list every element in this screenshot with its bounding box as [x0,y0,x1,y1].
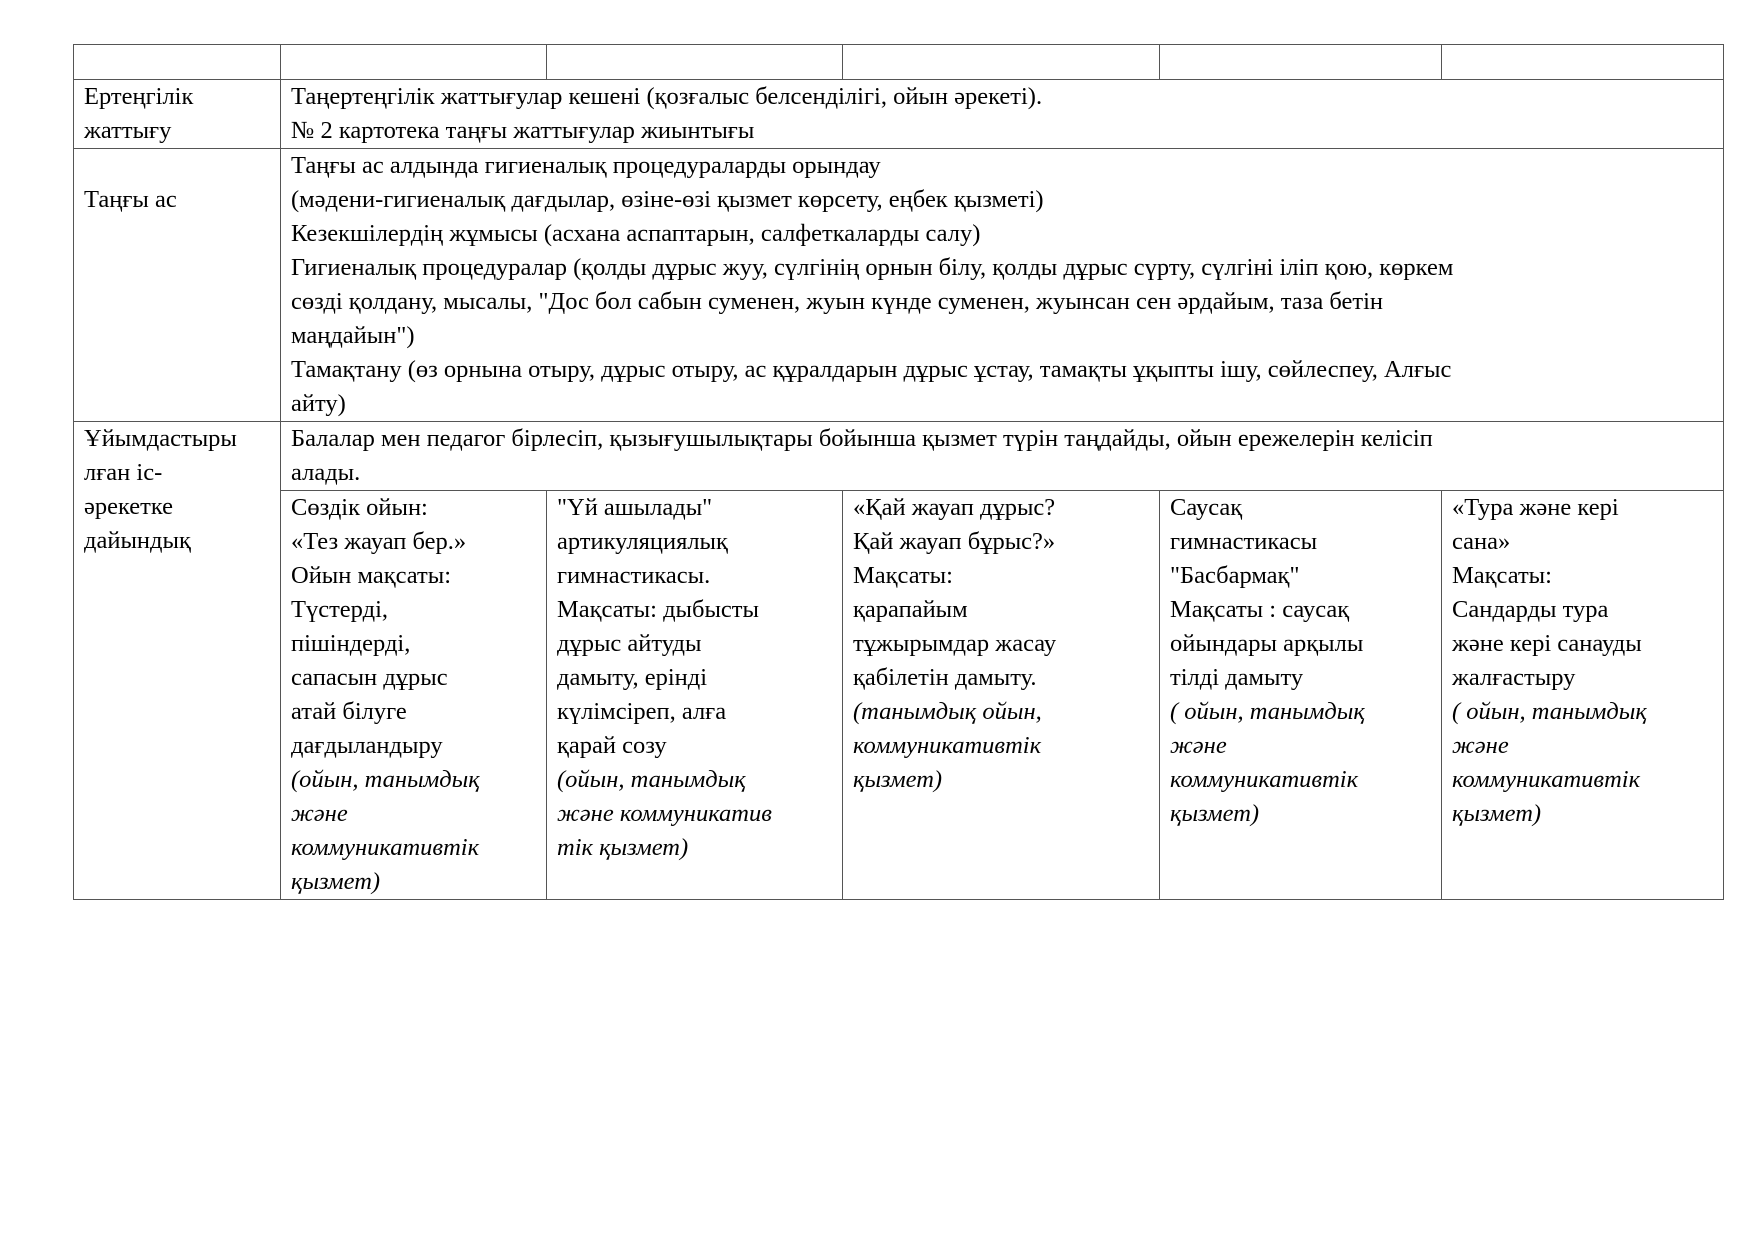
day-line: Мақсаты: [1452,562,1552,589]
day-line: "Үй ашылады" [557,494,713,521]
day-line: гимнастикасы. [557,562,711,589]
day-note-line: қызмет) [1170,800,1260,827]
day-note-line: коммуникативтік [291,834,480,861]
day-line: артикуляциялық [557,528,728,555]
day-line: Сөздік ойын: [291,494,428,521]
day-line: сапасын дұрыс [291,664,448,691]
content-line: маңдайын") [291,322,415,349]
day-note-line: қызмет) [291,868,381,895]
day-line: Мақсаты: дыбысты [557,596,759,623]
empty-cell [843,45,1160,80]
label-line: Таңғы ас [84,186,177,213]
day-line: "Басбармақ" [1170,562,1300,589]
content-line: Таңғы ас алдында гигиеналық процедураларды орындау [291,152,881,179]
day-line: жалғастыру [1452,664,1576,691]
day-line: Ойын мақсаты: [291,562,452,589]
day-line: қарай созу [557,732,667,759]
content-line: Балалар мен педагог бірлесіп, қызығушылықтары бойынша қызмет түрін таңдайды, ойын ережелерін келісіп [291,425,1433,452]
empty-cell [1160,45,1442,80]
content-line: Таңертеңгілік жаттығулар кешені (қозғалыс белсенділігі, ойын әрекеті). [291,83,1043,110]
day-note-line: ( ойын, танымдық [1170,698,1365,725]
label-line: жаттығу [84,117,172,144]
empty-cell [281,45,547,80]
morning-exercise-content [281,80,1724,149]
day-line: пішіндерді, [291,630,411,657]
label-line: Ертеңгілік [84,83,194,110]
day-line: «Тез жауап бер.» [291,528,467,555]
day-line: Сандарды тура [1452,596,1609,623]
day-line: гимнастикасы [1170,528,1318,555]
day-line: тұжырымдар жасау [853,630,1057,657]
day-cell-4 [1160,491,1442,900]
empty-cell [547,45,843,80]
day-note-line: және [1452,732,1509,759]
day-line: қарапайым [853,596,968,623]
header-row-empty [74,45,1724,80]
day-line: Мақсаты: [853,562,953,589]
content-line: сөзді қолдану, мысалы, "Дос бол сабын суменен, жуын күнде суменен, жуынсан сен әрдайым, таза бетін [291,288,1383,315]
day-line: сана» [1452,528,1511,555]
content-line: Гигиеналық процедуралар (қолды дұрыс жуу, сүлгінің орнын білу, қолды дұрыс сүрту, сүлгіні іліп қою, көркем [291,254,1454,281]
day-note-line: ( ойын, танымдық [1452,698,1647,725]
day-note-line: (ойын, танымдық [557,766,746,793]
day-line: Қай жауап бұрыс?» [853,528,1056,555]
day-note-line: қызмет) [853,766,943,793]
label-line: лған іс- [84,459,163,486]
empty-cell [74,45,281,80]
day-note-line: коммуникативтік [853,732,1042,759]
day-line: «Тура және кері [1452,494,1619,521]
day-note-line: және [1170,732,1227,759]
day-line: атай білуге [291,698,407,725]
day-line: күлімсіреп, алға [557,698,727,725]
day-note-line: қызмет) [1452,800,1542,827]
day-note-line: (ойын, танымдық [291,766,480,793]
row-preparation-days [74,491,1724,900]
day-line: және кері санауды [1452,630,1642,657]
day-cell-5 [1442,491,1724,900]
breakfast-content [281,149,1724,422]
content-line: (мәдени-гигиеналық дағдылар, өзіне-өзі қызмет көрсету, еңбек қызметі) [291,186,1044,213]
day-cell-3 [843,491,1160,900]
row-label-preparation [74,422,281,900]
schedule-table [73,44,1724,900]
row-breakfast [74,149,1724,422]
day-line: тілді дамыту [1170,664,1304,691]
label-line: әрекетке [84,493,174,520]
content-line: № 2 картотека таңғы жаттығулар жиынтығы [291,117,755,144]
day-cell-2 [547,491,843,900]
day-cell-1 [281,491,547,900]
day-line: дұрыс айтуды [557,630,702,657]
day-note-line: тік қызмет) [557,834,689,861]
day-line: Мақсаты : саусақ [1170,596,1350,623]
row-label-breakfast [74,149,281,422]
day-line: дағдыландыру [291,732,443,759]
empty-cell [1442,45,1724,80]
day-line: Түстерді, [291,596,388,623]
content-line: Кезекшілердің жұмысы (асхана аспаптарын, салфеткаларды салу) [291,220,981,247]
label-line: Ұйымдастыры [84,425,237,452]
day-note-line: коммуникативтік [1170,766,1359,793]
day-note-line: және коммуникатив [557,800,772,827]
day-line: қабілетін дамыту. [853,664,1037,691]
label-line: дайындық [84,527,191,554]
day-line: «Қай жауап дұрыс? [853,494,1056,521]
content-line: айту) [291,390,346,417]
day-line: Саусақ [1170,494,1243,521]
row-morning-exercise [74,80,1724,149]
preparation-intro [281,422,1724,491]
day-line: дамыту, ерінді [557,664,708,691]
day-note-line: коммуникативтік [1452,766,1641,793]
row-label-morning-exercise [74,80,281,149]
content-line: Тамақтану (өз орнына отыру, дұрыс отыру, ас құралдарын дұрыс ұстау, тамақты ұқыпты ішу, сөйлеспеу, Алғыс [291,356,1452,383]
row-preparation-intro [74,422,1724,491]
day-note-line: және [291,800,348,827]
content-line: алады. [291,459,361,486]
day-line: ойындары арқылы [1170,630,1364,657]
day-note-line: (танымдық ойын, [853,698,1042,725]
